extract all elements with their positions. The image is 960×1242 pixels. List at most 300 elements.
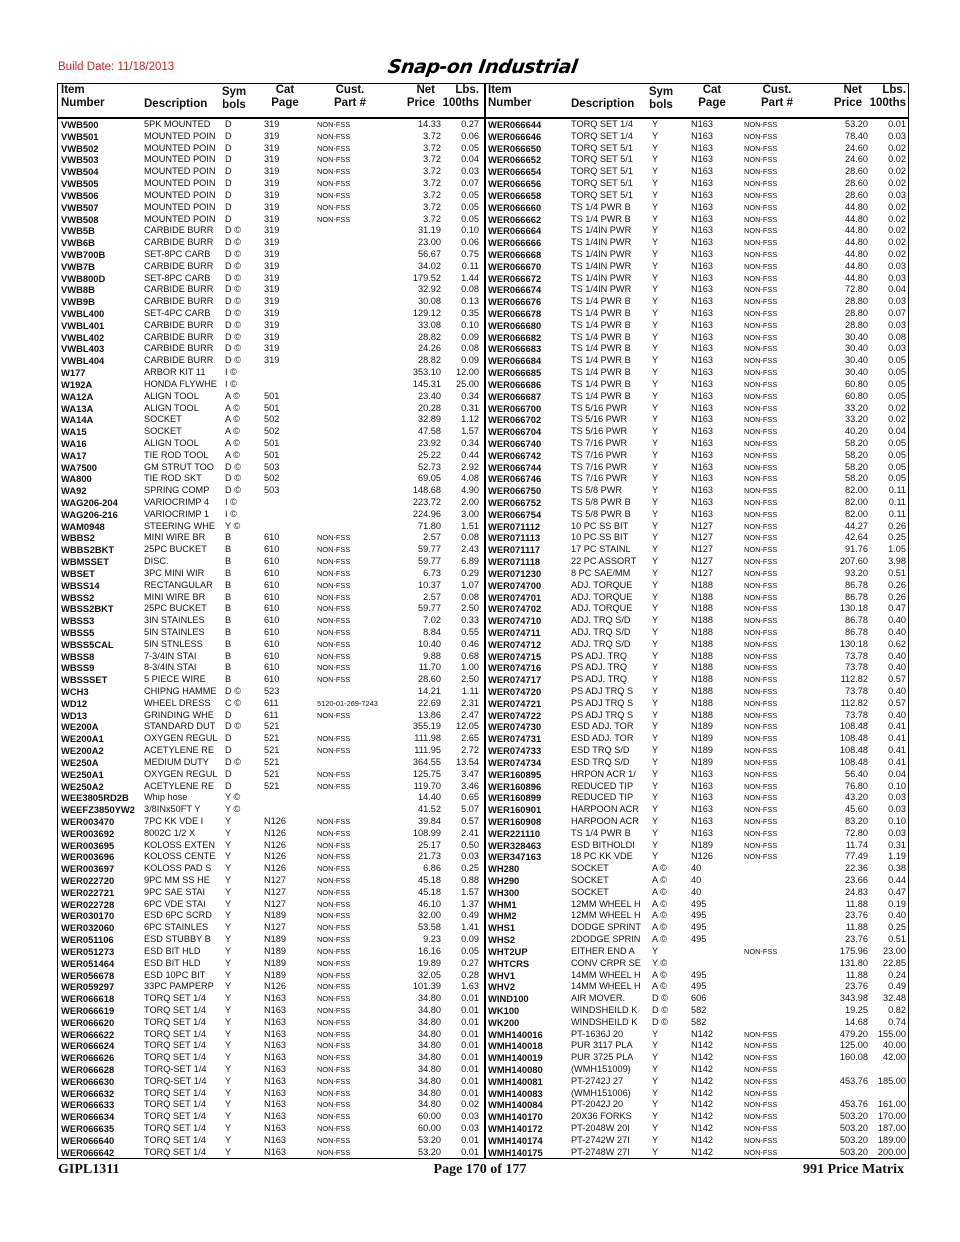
cell-lbs: 185.00 [877, 1075, 906, 1086]
cell-item: WER066744 [488, 461, 542, 473]
cell-cust: NON-FSS [744, 368, 778, 378]
cell-description: STEERING WHE [144, 520, 215, 531]
cell-net: 479.20 [839, 1028, 868, 1039]
cell-lbs: 0.40 [888, 686, 906, 696]
cell-cust: NON-FSS [317, 190, 351, 200]
cell-net: 11.88 [845, 969, 868, 980]
cell-sym: Y [652, 237, 659, 248]
cell-description: TS 7/16 PWR [571, 449, 628, 460]
cell-item: WER066687 [488, 390, 542, 402]
cell-cust: NON-FSS [317, 568, 351, 578]
cell-description: PT-2742J 27 [571, 1075, 624, 1086]
cell-sym: Y [225, 1146, 232, 1157]
cell-cat: 319 [264, 119, 280, 129]
cell-description: HRPON ACR 1/ [571, 768, 636, 779]
cell-description: TS 5/8 PWR [571, 485, 623, 496]
cell-item: WBSET [61, 567, 95, 579]
table-row [488, 237, 908, 249]
table-row [488, 343, 908, 355]
cell-lbs: 6.89 [461, 556, 479, 567]
cell-sym: B [225, 615, 232, 626]
cell-lbs: 32.48 [883, 993, 906, 1004]
cell-cat: 610 [264, 603, 280, 614]
header-cat-left: Cat Page [271, 84, 299, 109]
cell-lbs: 0.03 [461, 166, 479, 177]
cell-lbs: 23.00 [883, 945, 906, 956]
cell-cat: 495 [691, 969, 707, 980]
cell-net: 111.95 [414, 745, 441, 756]
cell-item: WER066654 [488, 166, 542, 178]
table-row [61, 580, 483, 592]
table-row [488, 450, 908, 462]
cell-cat: N188 [691, 626, 713, 637]
cell-cat: 610 [264, 579, 280, 590]
cell-description: TS 1/4 PWR B [571, 827, 631, 838]
cell-description: TS 1/4 PWR B [571, 319, 631, 330]
table-row [488, 497, 908, 509]
cell-sym: D [225, 189, 232, 200]
cell-cust: NON-FSS [744, 120, 778, 129]
cell-cust: NON-FSS [744, 1112, 778, 1122]
cell-sym: D © [652, 1004, 668, 1015]
cell-sym: Y [652, 130, 659, 141]
cell-cat: N127 [691, 520, 713, 531]
cell-sym: Y [652, 426, 659, 437]
cell-description: 5IN STAINLES [144, 626, 205, 637]
cell-lbs: 0.25 [888, 922, 906, 933]
table-row [488, 190, 908, 202]
table-row [61, 970, 483, 982]
cell-net: 24.60 [845, 142, 868, 153]
cell-cat: N163 [264, 1111, 286, 1122]
cell-item: VWBL400 [61, 308, 105, 319]
cell-lbs: 0.27 [461, 957, 479, 968]
cell-sym: Y [652, 851, 659, 862]
table-row [61, 651, 483, 663]
cell-sym: D © [225, 473, 241, 484]
table-row [488, 970, 908, 982]
cell-item: WER066674 [488, 284, 542, 296]
cell-cat: 501 [264, 402, 280, 413]
cell-lbs: 12.05 [456, 721, 479, 732]
cell-net: 69.05 [418, 473, 441, 484]
cell-sym: Y [652, 686, 659, 696]
cell-net: 34.80 [418, 1087, 441, 1098]
cell-lbs: 0.05 [888, 449, 906, 460]
cell-item: VWB5B [61, 225, 95, 237]
cell-cat: 502 [264, 426, 280, 437]
cell-item: WER066650 [488, 142, 542, 154]
cell-cat: N163 [691, 308, 713, 318]
cell-sym: Y [652, 485, 659, 496]
cell-cust: NON-FSS [744, 344, 778, 354]
cell-net: 503.20 [839, 1123, 868, 1134]
cell-item: WH290 [488, 875, 520, 886]
cell-lbs: 187.00 [877, 1123, 906, 1134]
cell-item: VWBL403 [61, 343, 105, 355]
cell-lbs: 42.00 [883, 1052, 906, 1063]
cell-item: WHM2 [488, 910, 517, 922]
cell-net: 3.72 [423, 201, 441, 212]
cell-cat: N163 [691, 284, 713, 295]
table-row [488, 131, 908, 143]
cell-item: WA13A [61, 402, 94, 414]
cell-net: 3.72 [423, 178, 441, 189]
cell-net: 112.82 [840, 674, 868, 685]
cell-sym: Y [225, 827, 232, 838]
cell-cat: N163 [691, 804, 713, 815]
cell-cat: 610 [264, 650, 280, 661]
cell-lbs: 0.40 [888, 626, 906, 637]
cell-sym: Y [652, 945, 659, 956]
cell-cust: NON-FSS [744, 580, 778, 590]
cell-description: TORQ SET 1/4 [144, 1146, 206, 1157]
cell-sym: D [225, 178, 232, 189]
cell-sym: Y [652, 414, 659, 425]
cell-net: 14.33 [418, 119, 441, 129]
table-row [488, 603, 908, 615]
cell-description: CARBIDE BURR [144, 225, 214, 236]
cell-item: WER066644 [488, 119, 542, 130]
cell-lbs: 0.26 [888, 579, 906, 590]
cell-lbs: 0.01 [461, 1004, 479, 1015]
cell-item: WMH140019 [488, 1052, 543, 1064]
cell-description: 3IN STAINLES [144, 615, 205, 626]
cell-cust: NON-FSS [744, 131, 778, 141]
cell-item: WER074702 [488, 603, 542, 615]
cell-sym: Y [652, 768, 659, 779]
cell-cat: 319 [264, 308, 280, 318]
table-row [488, 1064, 908, 1076]
cell-sym: Y [225, 957, 232, 968]
cell-cust: NON-FSS [317, 627, 351, 637]
cell-net: 45.60 [845, 804, 868, 815]
cell-description: ACETYLENE RE [144, 780, 214, 791]
cell-cust: NON-FSS [744, 214, 778, 224]
cell-lbs: 0.07 [888, 308, 906, 318]
cell-sym: D [225, 780, 232, 791]
cell-cat: 495 [691, 934, 707, 945]
cell-lbs: 13.54 [456, 756, 479, 767]
cell-sym: Y [225, 851, 232, 862]
table-row [61, 379, 483, 391]
table-row [488, 721, 908, 733]
cell-lbs: 0.02 [888, 201, 906, 212]
header-item-left: Item Number [61, 84, 105, 109]
cell-item: WER066619 [61, 1004, 115, 1016]
cell-description: TS 1/4IN PWR [571, 272, 632, 283]
cell-lbs: 0.09 [461, 355, 479, 366]
cell-cat: 610 [264, 556, 280, 567]
cell-item: WER074701 [488, 591, 542, 603]
cell-item: VWB7B [61, 260, 95, 272]
cell-item: WER071118 [488, 556, 541, 568]
cell-lbs: 0.57 [888, 674, 906, 685]
cell-net: 45.18 [418, 886, 441, 897]
cell-item: WD12 [61, 697, 88, 709]
cell-item: WER066672 [488, 272, 542, 284]
cell-description: MOUNTED POIN [144, 178, 216, 189]
cell-cat: N163 [691, 119, 713, 129]
cell-sym: Y [652, 272, 659, 283]
cell-item: WE250A1 [61, 768, 104, 780]
cell-cat: N163 [264, 1004, 286, 1015]
cell-item: WMH140170 [488, 1111, 543, 1123]
cell-description: TORQ SET 1/4 [144, 1004, 206, 1015]
table-row [61, 1064, 483, 1076]
cell-description: TS 1/4 PWR B [571, 308, 631, 318]
cell-description: CARBIDE BURR [144, 284, 214, 295]
cell-net: 33.20 [845, 402, 868, 413]
cell-description: 25PC BUCKET [144, 544, 207, 555]
table-row [488, 367, 908, 379]
cell-description: TS 1/4 PWR B [571, 378, 631, 389]
cell-description: TORQ SET 5/1 [571, 178, 633, 189]
cell-description: 5PK MOUNTED [144, 119, 211, 129]
table-row [488, 733, 908, 745]
cell-cat: 521 [264, 780, 280, 791]
cell-cust: NON-FSS [744, 190, 778, 200]
cell-cust: NON-FSS [744, 651, 778, 661]
cell-lbs: 0.50 [461, 839, 479, 850]
cell-net: 60.00 [418, 1111, 441, 1122]
cell-cust: NON-FSS [317, 1112, 351, 1122]
cell-description: CARBIDE BURR [144, 343, 214, 354]
cell-net: 9.23 [423, 934, 441, 945]
cell-sym: Y [652, 1028, 659, 1039]
cell-net: 6.73 [423, 567, 441, 578]
cell-item: WER066626 [61, 1052, 115, 1064]
cell-description: 3PC MINI WIR [144, 567, 205, 578]
cell-net: 101.39 [412, 981, 441, 992]
cell-cat: N163 [264, 1146, 286, 1157]
cell-sym: Y [225, 898, 232, 909]
cell-lbs: 0.74 [888, 1016, 906, 1027]
cell-lbs: 1.37 [461, 898, 479, 909]
cell-description: ADJ. TRQ S/D [571, 626, 631, 637]
cell-sym: Y [652, 402, 659, 413]
cell-lbs: 0.01 [461, 1040, 479, 1051]
cell-lbs: 0.08 [461, 284, 479, 295]
table-row [488, 521, 908, 533]
cell-net: 53.20 [845, 119, 868, 129]
cell-description: HARPOON ACR [571, 804, 639, 815]
cell-description: TORQ SET 5/1 [571, 154, 633, 165]
table-row [488, 615, 908, 627]
cell-sym: D © [225, 308, 241, 318]
cell-net: 3.72 [423, 166, 441, 177]
cell-lbs: 0.06 [461, 130, 479, 141]
cell-lbs: 0.03 [888, 296, 906, 307]
cell-cat: 319 [264, 189, 280, 200]
cell-sym: A © [652, 969, 667, 980]
cell-cust: NON-FSS [744, 415, 778, 425]
table-row [61, 851, 483, 863]
cell-description: CARBIDE BURR [144, 319, 214, 330]
cell-cat: N189 [264, 969, 286, 980]
cell-sym: Y [652, 591, 659, 602]
cell-net: 223.72 [412, 497, 441, 507]
table-row [61, 119, 483, 131]
cell-sym: Y [652, 284, 659, 295]
cell-sym: Y [225, 886, 232, 897]
cell-lbs: 0.05 [461, 189, 479, 200]
cell-lbs: 0.29 [461, 567, 479, 578]
cell-net: 47.58 [418, 426, 441, 437]
cell-net: 19.89 [418, 957, 441, 968]
cell-lbs: 2.50 [461, 674, 479, 685]
cell-sym: Y [652, 142, 659, 153]
cell-sym: B [225, 579, 232, 590]
cell-cat: 501 [264, 437, 280, 448]
cell-lbs: 0.11 [461, 260, 479, 271]
header-sym-left: Sym bols [221, 86, 247, 111]
cell-sym: Y [652, 544, 659, 555]
cell-sym: Y [652, 780, 659, 791]
table-row [61, 332, 483, 344]
table-row [488, 214, 908, 226]
table-row [61, 922, 483, 934]
cell-item: WER003695 [61, 839, 115, 851]
cell-lbs: 12.00 [456, 367, 479, 378]
cell-net: 52.73 [418, 461, 441, 472]
cell-net: 145.31 [412, 378, 441, 389]
cell-sym: I © [225, 497, 237, 507]
cell-description: TS 7/16 PWR [571, 461, 628, 472]
cell-description: MOUNTED POIN [144, 142, 216, 153]
cell-cat: 610 [264, 567, 280, 578]
cell-cust: NON-FSS [744, 816, 778, 826]
cell-item: WER221110 [488, 827, 541, 839]
cell-net: 108.48 [839, 745, 868, 756]
cell-sym: Y [652, 378, 659, 389]
cell-sym: D [225, 745, 232, 756]
cell-sym: Y [652, 756, 659, 767]
cell-cat: 319 [264, 166, 280, 177]
cell-item: WER066750 [488, 485, 542, 497]
cell-lbs: 1.07 [461, 579, 479, 590]
cell-lbs: 0.41 [888, 745, 906, 756]
cell-cust: NON-FSS [744, 167, 778, 177]
cell-item: WA800 [61, 473, 92, 485]
cell-item: WER066633 [61, 1099, 115, 1111]
cell-net: 28.80 [845, 319, 868, 330]
cell-description: TS 5/16 PWR [571, 414, 628, 425]
cell-cat: 319 [264, 201, 280, 212]
cell-cat: N126 [264, 863, 286, 874]
cell-cat: N163 [691, 402, 713, 413]
cell-item: WMH140016 [488, 1028, 543, 1040]
cell-sym: D © [225, 284, 241, 295]
cell-item: WER066740 [488, 437, 542, 449]
cell-item: WER074721 [488, 697, 542, 709]
table-row [61, 190, 483, 202]
table-row [488, 1076, 908, 1088]
cell-description: MOUNTED POIN [144, 201, 216, 212]
cell-cat: 503 [264, 485, 280, 496]
table-row [488, 414, 908, 426]
cell-net: 503.20 [839, 1111, 868, 1122]
cell-sym: D [225, 166, 232, 177]
cell-description: WINDSHEILD K [571, 1016, 638, 1027]
cell-description: TORQ SET 5/1 [571, 142, 633, 153]
cell-sym: I © [225, 508, 237, 519]
cell-cust: NON-FSS [744, 438, 778, 448]
cell-cat: N163 [264, 1028, 286, 1039]
cell-cat: N163 [691, 497, 713, 507]
cell-sym: A © [225, 390, 240, 401]
cell-cust: NON-FSS [317, 970, 351, 980]
table-row [61, 981, 483, 993]
table-row [488, 438, 908, 450]
cell-description: TORQ-SET 1/4 [144, 1064, 207, 1074]
cell-description: TORQ SET 1/4 [571, 119, 633, 129]
table-row [488, 119, 908, 131]
cell-cat: 495 [691, 898, 707, 909]
cell-net: 78.40 [845, 130, 868, 141]
cell-cat: N189 [691, 745, 713, 756]
table-row [61, 1135, 483, 1147]
cell-cust: NON-FSS [744, 474, 778, 484]
cell-sym: Y [652, 248, 659, 259]
cell-sym: Y [652, 1064, 659, 1074]
cell-cust: NON-FSS [744, 285, 778, 295]
cell-lbs: 0.49 [888, 981, 906, 992]
cell-net: 42.64 [845, 532, 868, 543]
cell-item: WER066746 [488, 473, 542, 485]
cell-lbs: 0.05 [888, 437, 906, 448]
cell-cat: N163 [691, 461, 713, 472]
cell-net: 129.12 [412, 308, 441, 318]
cell-description: VARIOCRIMP 4 [144, 497, 210, 507]
table-row [61, 450, 483, 462]
cell-item: VWB8B [61, 284, 95, 296]
cell-description: TS 5/8 PWR B [571, 508, 631, 519]
cell-cust: NON-FSS [744, 403, 778, 413]
cell-description: TS 1/4 PWR B [571, 390, 631, 401]
cell-sym: D [225, 201, 232, 212]
header-lbs-left: Lbs. 100ths [442, 84, 479, 109]
cell-description: PT-1636J 20 [571, 1028, 624, 1039]
cell-lbs: 1.19 [888, 851, 906, 862]
cell-cat: 319 [264, 213, 280, 224]
cell-cat: 523 [264, 686, 280, 696]
cell-net: 3.72 [423, 142, 441, 153]
cell-net: 108.99 [412, 827, 441, 838]
table-row [61, 225, 483, 237]
cell-sym: D © [652, 993, 668, 1004]
cell-item: WEE3805RD2B [61, 792, 129, 804]
cell-description: STANDARD DUT [144, 721, 216, 732]
cell-net: 76.80 [845, 780, 868, 791]
cell-lbs: 0.57 [461, 815, 479, 826]
cell-item: WER066624 [61, 1040, 115, 1052]
cell-description: ARBOR KIT 11 [144, 367, 206, 378]
cell-cust: NON-FSS [317, 663, 351, 673]
cell-cat: 40 [691, 886, 702, 897]
cell-sym: Y [225, 993, 232, 1004]
cell-net: 503.20 [839, 1134, 868, 1145]
cell-cust: NON-FSS [744, 1065, 778, 1074]
cell-cust: NON-FSS [317, 1135, 351, 1145]
cell-cat: N163 [264, 1087, 286, 1098]
cell-sym: Y [652, 178, 659, 189]
cell-sym: Y [225, 839, 232, 850]
cell-lbs: 25.00 [456, 378, 479, 389]
cell-lbs: 0.01 [461, 1075, 479, 1086]
cell-net: 24.26 [418, 343, 441, 354]
cell-description: TORQ SET 1/4 [144, 1016, 206, 1027]
